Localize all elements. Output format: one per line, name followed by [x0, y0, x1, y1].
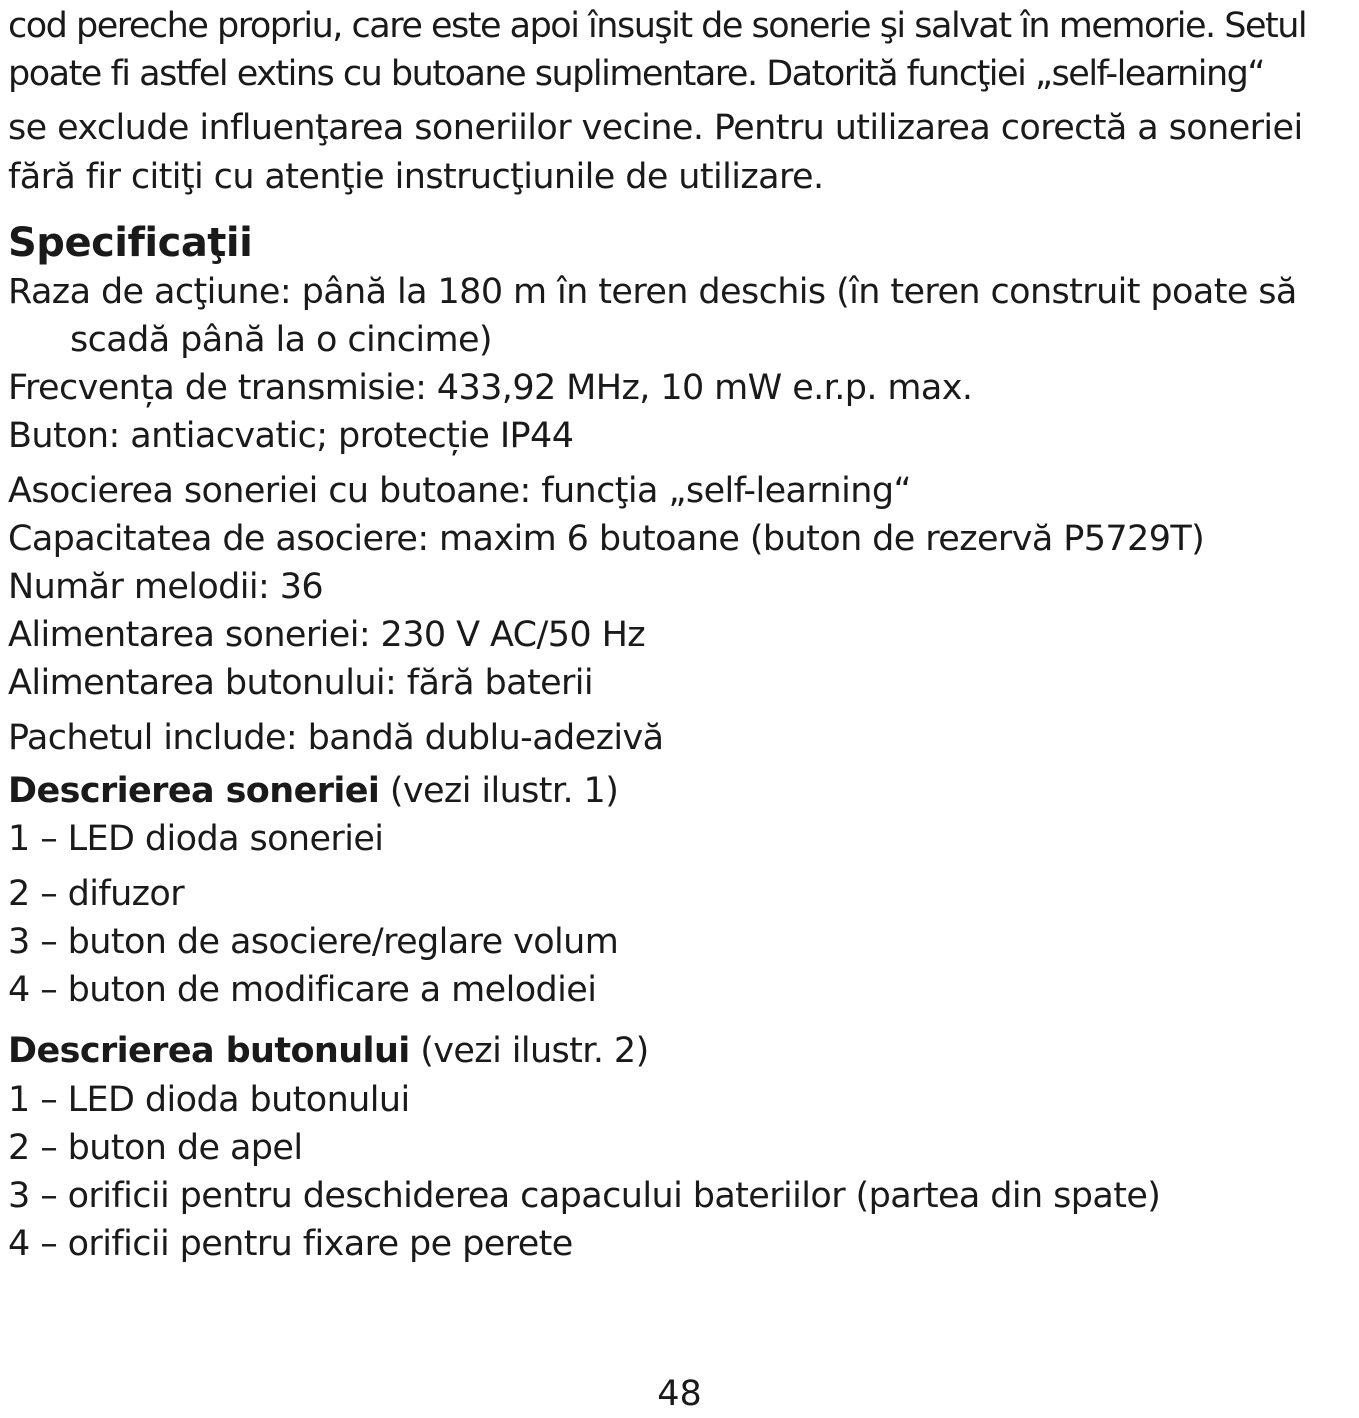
intro-line-4: fără fir citiţi cu atenţie instrucţiunile de utilizare.: [8, 157, 824, 197]
bell-item-4: 4 – buton de modificare a melodiei: [8, 970, 597, 1010]
spec-bell-power: Alimentarea soneriei: 230 V AC/50 Hz: [8, 615, 646, 655]
button-item-2: 2 – buton de apel: [8, 1128, 303, 1168]
spec-button-power: Alimentarea butonului: fără baterii: [8, 663, 594, 703]
spec-range-continued: scadă până la o cincime): [70, 320, 492, 360]
bell-item-2: 2 – difuzor: [8, 874, 185, 914]
button-item-1: 1 – LED dioda butonului: [8, 1080, 410, 1120]
intro-line-3: se exclude influenţarea soneriilor vecine. Pentru utilizarea corectă a soneriei: [8, 108, 1303, 148]
bell-description-title: Descrierea soneriei: [8, 771, 380, 811]
bell-item-1: 1 – LED dioda soneriei: [8, 819, 384, 859]
bell-description-heading: [8, 767, 618, 815]
bell-item-3: 3 – buton de asociere/reglare volum: [8, 922, 619, 962]
intro-line-2: poate fi astfel extins cu butoane suplimentare. Datorită funcţiei „self-learning“: [8, 54, 1264, 94]
button-description-heading: [8, 1027, 649, 1075]
spec-button: Buton: antiacvatic; protecție IP44: [8, 416, 574, 456]
button-item-4: 4 – orificii pentru fixare pe perete: [8, 1224, 573, 1264]
spec-package: Pachetul include: bandă dublu-adezivă: [8, 718, 664, 758]
spec-melodies: Număr melodii: 36: [8, 567, 324, 607]
spec-capacity: Capacitatea de asociere: maxim 6 butoane (buton de rezervă P5729T): [8, 519, 1205, 559]
button-description-title: Descrierea butonului: [8, 1031, 410, 1071]
spec-pairing: Asocierea soneriei cu butoane: funcţia „self-learning“: [8, 471, 911, 511]
button-item-3: 3 – orificii pentru deschiderea capacului bateriilor (partea din spate): [8, 1176, 1161, 1216]
spec-range: Raza de acţiune: până la 180 m în teren deschis (în teren construit poate să: [8, 272, 1297, 312]
button-description-ref: (vezi ilustr. 2): [409, 1031, 649, 1071]
specs-heading: Specificaţii: [8, 220, 253, 266]
page-number: 48: [657, 1374, 702, 1414]
spec-frequency: Frecvența de transmisie: 433,92 MHz, 10 mW e.r.p. max.: [8, 368, 973, 408]
bell-description-ref: (vezi ilustr. 1): [379, 771, 619, 811]
intro-line-1: cod pereche propriu, care este apoi însuşit de sonerie şi salvat în memorie. Setul: [8, 6, 1307, 46]
